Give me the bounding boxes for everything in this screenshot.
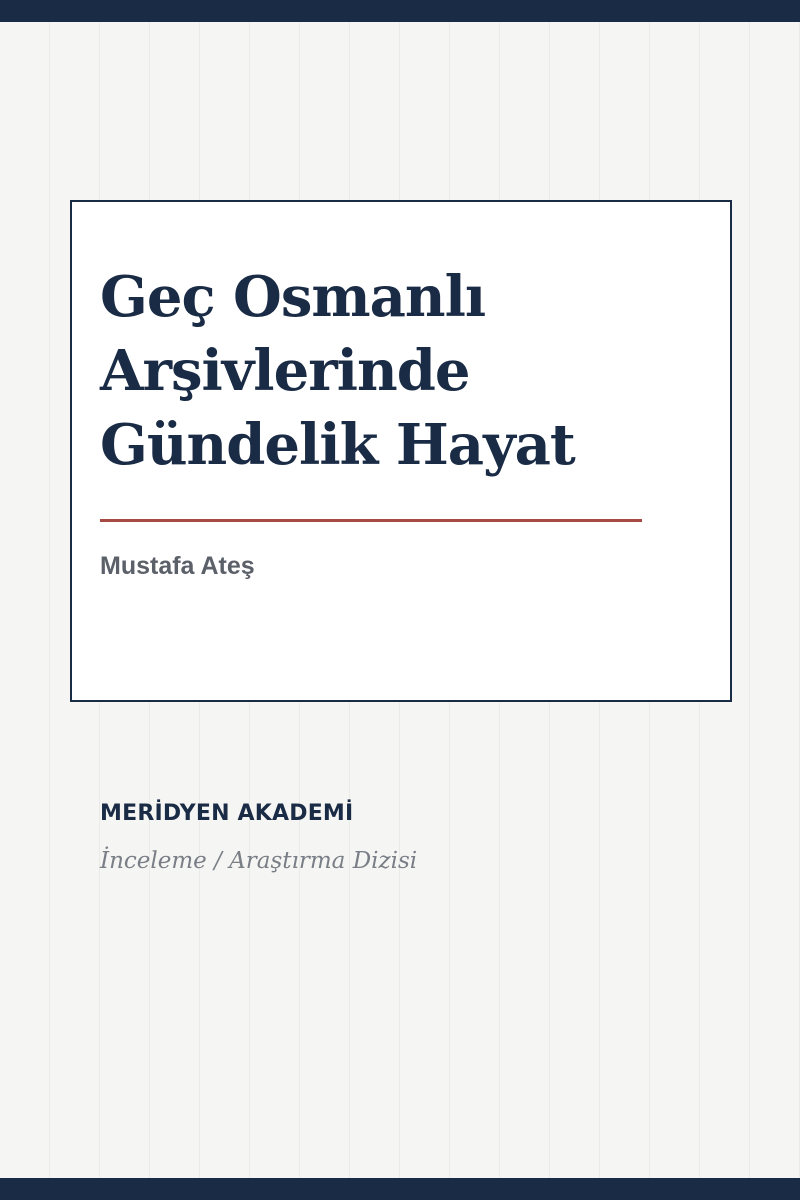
publisher-name: MERİDYEN AKADEMİ: [100, 801, 354, 826]
book-title-line: Arşivlerinde: [100, 338, 470, 404]
book-title: [100, 260, 700, 482]
bottom-band: [0, 1178, 800, 1200]
title-card: [70, 200, 732, 702]
top-band: [0, 0, 800, 22]
series-name: İnceleme / Araştırma Dizisi: [100, 848, 418, 874]
title-divider: [100, 519, 642, 522]
author-name: Mustafa Ateş: [100, 552, 255, 580]
book-title-line: Gündelik Hayat: [100, 412, 575, 478]
book-title-line: Geç Osmanlı: [100, 264, 486, 330]
